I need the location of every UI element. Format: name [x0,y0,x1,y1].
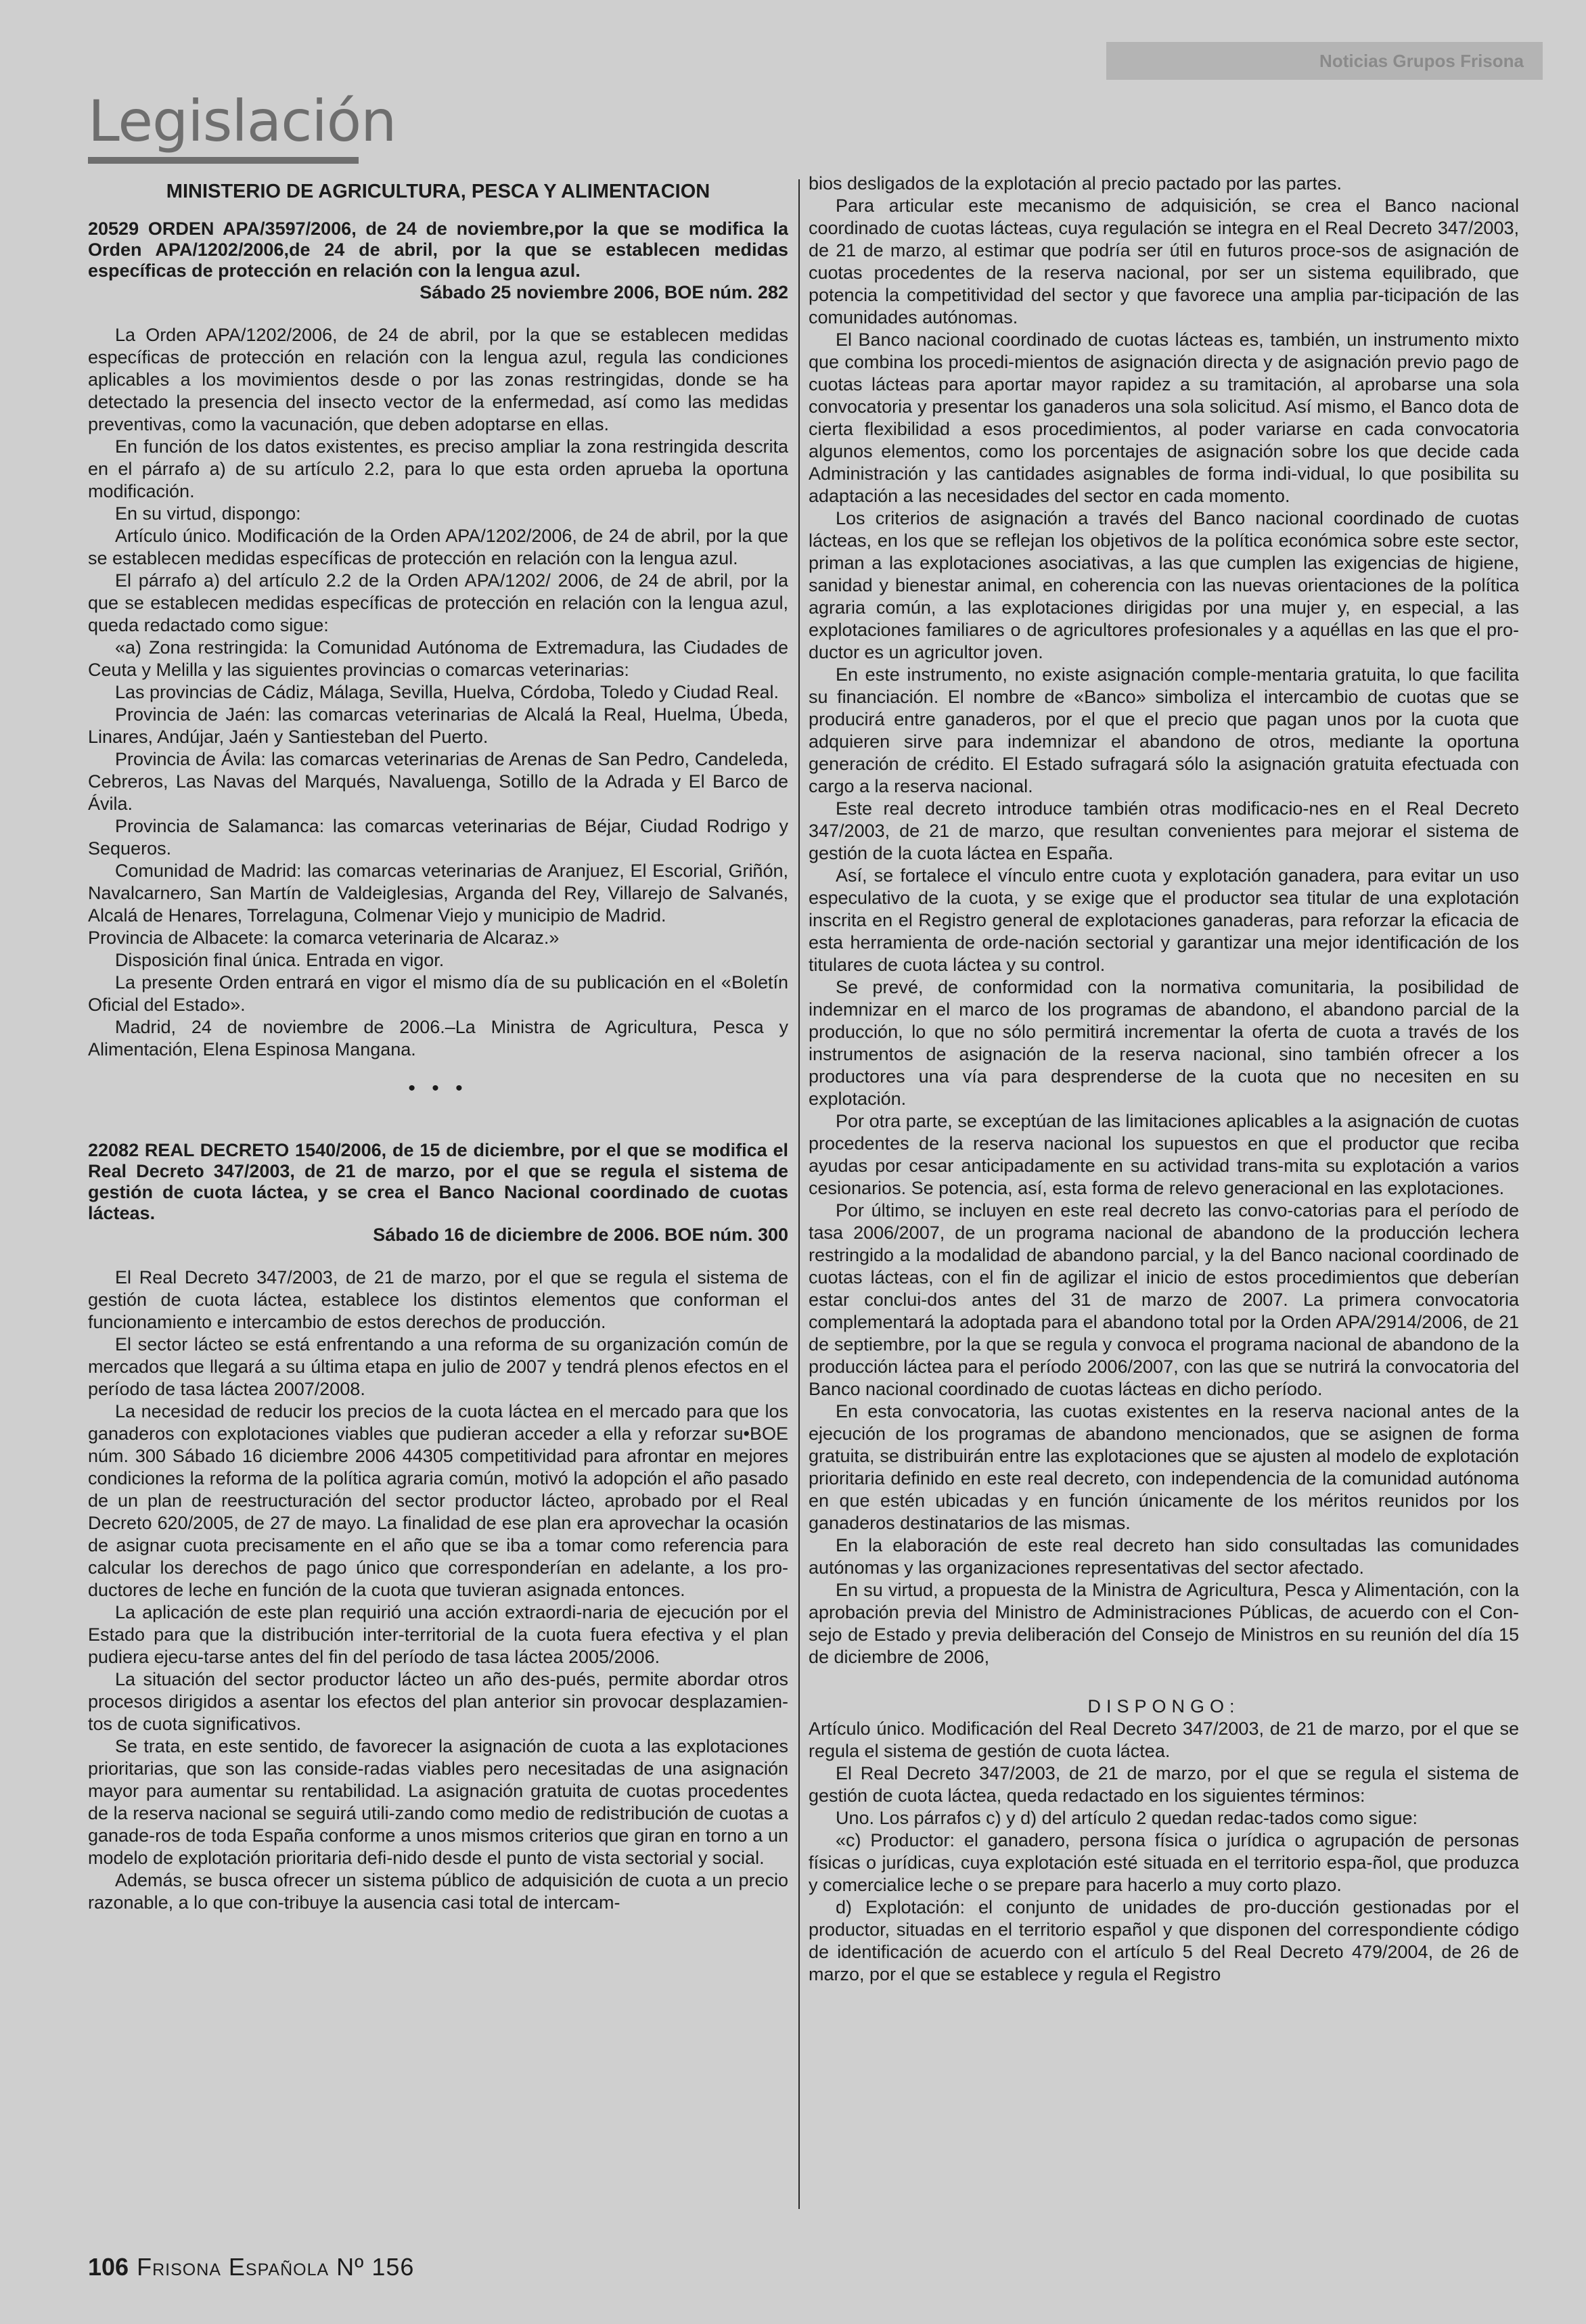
paragraph: Se trata, en este sentido, de favorecer la asignación de cuota a las explotaciones prioritarias, que son las conside-radas viables pero necesitadas de una asignación mayor para aumentar su rentabilidad. La asignación gratuita de cuotas procedentes de la reserva nacional se seguirá utili-zando como medio de redistribución de cuotas a ganade-ros de toda España conforme a unos mismos criterios que giran en torno a un modelo de explotación prioritaria defi-nido desde el punto de vista sectorial y social. [88,1736,788,1868]
paragraph: La aplicación de este plan requirió una acción extraordi-naria de ejecución por el Estado para que la distribución inter-territorial de la cuota fuera efectiva y el plan pudiera ejecu-tarse antes del fin del período de tasa láctea 2005/2006. [88,1602,788,1667]
page-number: 106 [88,2253,129,2281]
paragraph: En su virtud, a propuesta de la Ministra de Agricultura, Pesca y Alimentación, con la aprobación previa del Ministro de Administraciones Públicas, de acuerdo con el Con-sejo de Estado y previa deliberación del Consejo de Ministros en su reunión del día 15 de diciembre de 2006, [809,1580,1519,1667]
paragraph: «a) Zona restringida: la Comunidad Autónoma de Extremadura, las Ciudades de Ceuta y Melilla y las siguientes provincias o comarcas veterinarias: [88,637,788,680]
paragraph: Por último, se incluyen en este real decreto las convo-catorias para el período de tasa 2006/2007, de un programa nacional de abandono de la producción lechera restringido a la modalidad de abandono parcial, y la del Banco nacional coordinado de cuotas lácteas, con el fin de agilizar el inicio de estos procedimientos que deberían estar conclui-dos antes del 31 de marzo de 2007. La primera convocatoria complementará la adoptada para el abandono total por la Orden APA/2914/2006, de 21 de septiembre, por la que se regula y convoca el programa nacional de abandono de la producción láctea para el período 2006/2007, con las que se nutrirá la convocatoria del Banco nacional coordinado de cuotas lácteas en dicho período. [809,1200,1519,1399]
right-column [809,173,1519,2209]
paragraph: Los criterios de asignación a través del Banco nacional coordinado de cuotas lácteas, en los que se reflejan los objetivos de la política económica sobre este sector, priman a las explotaciones asociativas, a las que cumplen las exigencias de higiene, sanidad y bienestar animal, en coherencia con las nuevas orientaciones de la política agraria común, a las explotaciones dirigidas por una mujer y, en especial, a las explotaciones familiares o de agricultores profesionales y a aquéllas en las que el pro-ductor es un agricultor joven. [809,508,1519,662]
paragraph: La necesidad de reducir los precios de la cuota láctea en el mercado para que los ganaderos con explotaciones viables que pudieran acceder a ella y reforzar su•BOE núm. 300 Sábado 16 diciembre 2006 44305 competitividad para afrontar en mejores condiciones la reforma de la política agraria común, motivó la adopción el año pasado de un plan de reestructuración del sector productor lácteo, aprobado por el Real Decreto 620/2005, de 27 de mayo. La finalidad de ese plan era aprovechar la ocasión de asignar cuota precisamente en el año que se iba a tomar como referencia para calcular los derechos de pago único que corresponderían en adelante, a los pro-ductores de leche en función de la cuota que tuvieran asignada entonces. [88,1401,788,1600]
paragraph: El párrafo a) del artículo 2.2 de la Orden APA/1202/ 2006, de 24 de abril, por la que se establecen medidas específicas de protección en relación con la lengua azul, queda redactado como sigue: [88,570,788,635]
dispongo-heading: DISPONGO: [1087,1696,1240,1716]
paragraph: La Orden APA/1202/2006, de 24 de abril, por la que se establecen medidas específicas de protección en relación con la lengua azul, regula las condiciones aplicables a los movimientos desde o por las zonas restringidas, donde se ha detectado la presencia del insecto vector de la enfermedad, así como las medidas preventivas, como la vacunación, que deben adoptarse en ellas. [88,325,788,434]
paragraph: Las provincias de Cádiz, Málaga, Sevilla, Huelva, Córdoba, Toledo y Ciudad Real. [115,682,779,702]
paragraph: Además, se busca ofrecer un sistema público de adquisición de cuota a un precio razonable, a lo que con-tribuye la ausencia casi total de intercam- [88,1870,788,1913]
paragraph: Provincia de Albacete: la comarca veterinaria de Alcaraz.» [88,928,560,948]
left-column [88,173,788,2209]
paragraph: El Real Decreto 347/2003, de 21 de marzo, por el que se regula el sistema de gestión de cuota láctea, establece los distintos elementos que conforman el funcionamiento e intercambio de estos derechos de producción. [88,1267,788,1332]
order2-date: Sábado 16 de diciembre de 2006. BOE núm. 300 [373,1225,788,1245]
section-separator: • • • [408,1077,468,1099]
paragraph: «c) Productor: el ganadero, persona física o jurídica o agrupación de personas físicas o jurídicas, cuya explotación esté situada en el territorio espa-ñol, que produzca y comercialice leche o se prepare para hacerlo a muy corto plazo. [809,1830,1519,1895]
paragraph: Provincia de Jaén: las comarcas veterinarias de Alcalá la Real, Huelma, Úbeda, Linares, Andújar, Jaén y Santiesteban del Puerto. [88,704,788,747]
magazine-name: Frisona Española Nº 156 [137,2253,415,2281]
order1-date: Sábado 25 noviembre 2006, BOE núm. 282 [420,282,788,302]
paragraph: Por otra parte, se exceptúan de las limitaciones aplicables a la asignación de cuotas procedentes de la reserva nacional los supuestos en que el productor que reciba ayudas por cesar anticipadamente en su actividad trans-mita su explotación a varios cesionarios. Se potencia, así, esta forma de relevo generacional en las explotaciones. [809,1111,1519,1198]
paragraph: Para articular este mecanismo de adquisición, se crea el Banco nacional coordinado de cuotas lácteas, cuya regulación se integra en el Real Decreto 347/2003, de 21 de marzo, al estimar que podría ser útil en futuros proce-sos de asignación de cuotas procedentes de la reserva nacional, por ser un sistema equilibrado, que potencia la competitividad del sector y que favorece una amplia par-ticipación de las comunidades autónomas. [809,196,1519,327]
paragraph: El sector lácteo se está enfrentando a una reforma de su organización común de mercados que llegará a su última etapa en julio de 2007 y tendrá plenos efectos en el período de tasa láctea 2007/2008. [88,1334,788,1399]
paragraph: La presente Orden entrará en vigor el mismo día de su publicación en el «Boletín Oficial del Estado». [88,972,788,1015]
order1-title: 20529 ORDEN APA/3597/2006, de 24 de noviembre,por la que se modifica la Orden APA/1202/2006,de 24 de abril, por la que se establecen medidas específicas de protección en relación con la lengua azul. [88,219,788,281]
paragraph: d) Explotación: el conjunto de unidades de pro-ducción gestionadas por el productor, situadas en el territorio español y que disponen del correspondiente código de identificación de acuerdo con el artículo 5 del Real Decreto 479/2004, de 26 de marzo, por el que se establece y regula el Registro [809,1897,1519,1984]
ministry-heading: MINISTERIO DE AGRICULTURA, PESCA Y ALIMENTACION [166,181,710,202]
order2-body [88,1267,788,1914]
section-title-underline [88,157,359,164]
paragraph: En función de los datos existentes, es preciso ampliar la zona restringida descrita en el párrafo a) de su artículo 2.2, para lo que esta orden aprueba la oportuna modificación. [88,436,788,501]
paragraph: Disposición final única. Entrada en vigor. [115,950,445,970]
paragraph: En su virtud, dispongo: [115,503,301,524]
paragraph: Comunidad de Madrid: las comarcas veterinarias de Aranjuez, El Escorial, Griñón, Navalcarnero, San Martín de Valdeiglesias, Arganda del Rey, Villarejo de Salvanés, Alcalá de Henares, Torrelaguna, Colmenar Viejo y municipio de Madrid. [88,861,788,926]
paragraph: bios desligados de la explotación al precio pactado por las partes. [809,173,1342,193]
section-title: Legislación [88,88,396,154]
paragraph: El Banco nacional coordinado de cuotas lácteas es, también, un instrumento mixto que combina los procedi-mientos de asignación directa y de asignación previo pago de cuotas lácteas para aportar mayor rapidez a su tramitación, al aprobarse una sola convocatoria y presentar los ganaderos una sola solicitud. Así mismo, el Banco dota de cierta flexibilidad a esos procedimientos, al poder variarse en cada convocatoria algunos elementos, como los porcentajes de asignación sobre los que decide cada Administración y las cantidades asignables de forma indi-vidual, lo que posibilita su adaptación a las necesidades del sector en cada momento. [809,329,1519,506]
paragraph: En este instrumento, no existe asignación comple-mentaria gratuita, lo que facilita su financiación. El nombre de «Banco» simboliza el intercambio de cuotas que se producirá entre ganaderos, por el que el precio que pagan unos por la cuota que adquieren sirve para indemnizar el abandono de otros, mediante la oportuna generación de crédito. El Estado sufragará sólo la asignación gratuita efectuada con cargo a la reserva nacional. [809,664,1519,796]
paragraph: La situación del sector productor lácteo un año des-pués, permite abordar otros procesos dirigidos a asentar los efectos del plan anterior sin provocar desplazamien-tos de cuota significativos. [88,1669,788,1734]
paragraph: Artículo único. Modificación del Real Decreto 347/2003, de 21 de marzo, por el que se regula el sistema de gestión de cuota láctea. [809,1718,1519,1761]
paragraph: Uno. Los párrafos c) y d) del artículo 2 quedan redac-tados como sigue: [836,1808,1418,1828]
column-divider [798,179,800,2209]
page-footer [88,2253,414,2281]
header-tab: Noticias Grupos Frisona [1106,42,1543,80]
paragraph: En esta convocatoria, las cuotas existentes en la reserva nacional antes de la ejecución de los programas de abandono mencionados, que se asignen de forma gratuita, se distribuirán entre las explotaciones que se ajusten al modelo de explotación prioritaria definido en este real decreto, con independencia de la comunidad autónoma en que estén ubicadas y en función únicamente de los méritos reunidos por los ganaderos destinatarios de las mismas. [809,1401,1519,1533]
order1-body [88,324,788,1061]
paragraph: En la elaboración de este real decreto han sido consultadas las comunidades autónomas y las organizaciones representativas del sector afectado. [809,1535,1519,1578]
paragraph: El Real Decreto 347/2003, de 21 de marzo, por el que se regula el sistema de gestión de cuota láctea, queda redactado en los siguientes términos: [809,1763,1519,1806]
paragraph: Este real decreto introduce también otras modificacio-nes en el Real Decreto 347/2003, de 21 de marzo, que resultan convenientes para mejorar el sistema de gestión de la cuota láctea en España. [809,798,1519,863]
paragraph: Se prevé, de conformidad con la normativa comunitaria, la posibilidad de indemnizar en el marco de los programas de abandono, el abandono parcial de la producción, lo que no sólo permitirá incrementar la oferta de cuota a través de los instrumentos de asignación de la reserva nacional, sino también ofrecer a los productores una vía para desprenderse de la cuota que no necesiten en su explotación. [809,977,1519,1109]
order2-title: 22082 REAL DECRETO 1540/2006, de 15 de diciembre, por el que se modifica el Real Decreto 347/2003, de 21 de marzo, por el que se regula el sistema de gestión de cuota láctea, y se crea el Banco Nacional coordinado de cuotas lácteas. [88,1140,788,1223]
paragraph: Provincia de Ávila: las comarcas veterinarias de Arenas de San Pedro, Candeleda, Cebreros, Las Navas del Marqués, Navaluenga, Sotillo de la Adrada y El Barco de Ávila. [88,749,788,814]
paragraph: Madrid, 24 de noviembre de 2006.–La Ministra de Agricultura, Pesca y Alimentación, Elena Espinosa Mangana. [88,1017,788,1060]
paragraph: Así, se fortalece el vínculo entre cuota y explotación ganadera, para evitar un uso especulativo de la cuota, y se exige que el productor sea titular de una explotación inscrita en el Registro general de explotaciones ganaderas, para reforzar la eficacia de esta herramienta de orde-nación sectorial y garantizar una mejor identificación de los titulares de cuota láctea y su control. [809,865,1519,975]
paragraph: Provincia de Salamanca: las comarcas veterinarias de Béjar, Ciudad Rodrigo y Sequeros. [88,816,788,859]
paragraph: Artículo único. Modificación de la Orden APA/1202/2006, de 24 de abril, por la que se establecen medidas específicas de protección en relación con la lengua azul. [88,526,788,568]
